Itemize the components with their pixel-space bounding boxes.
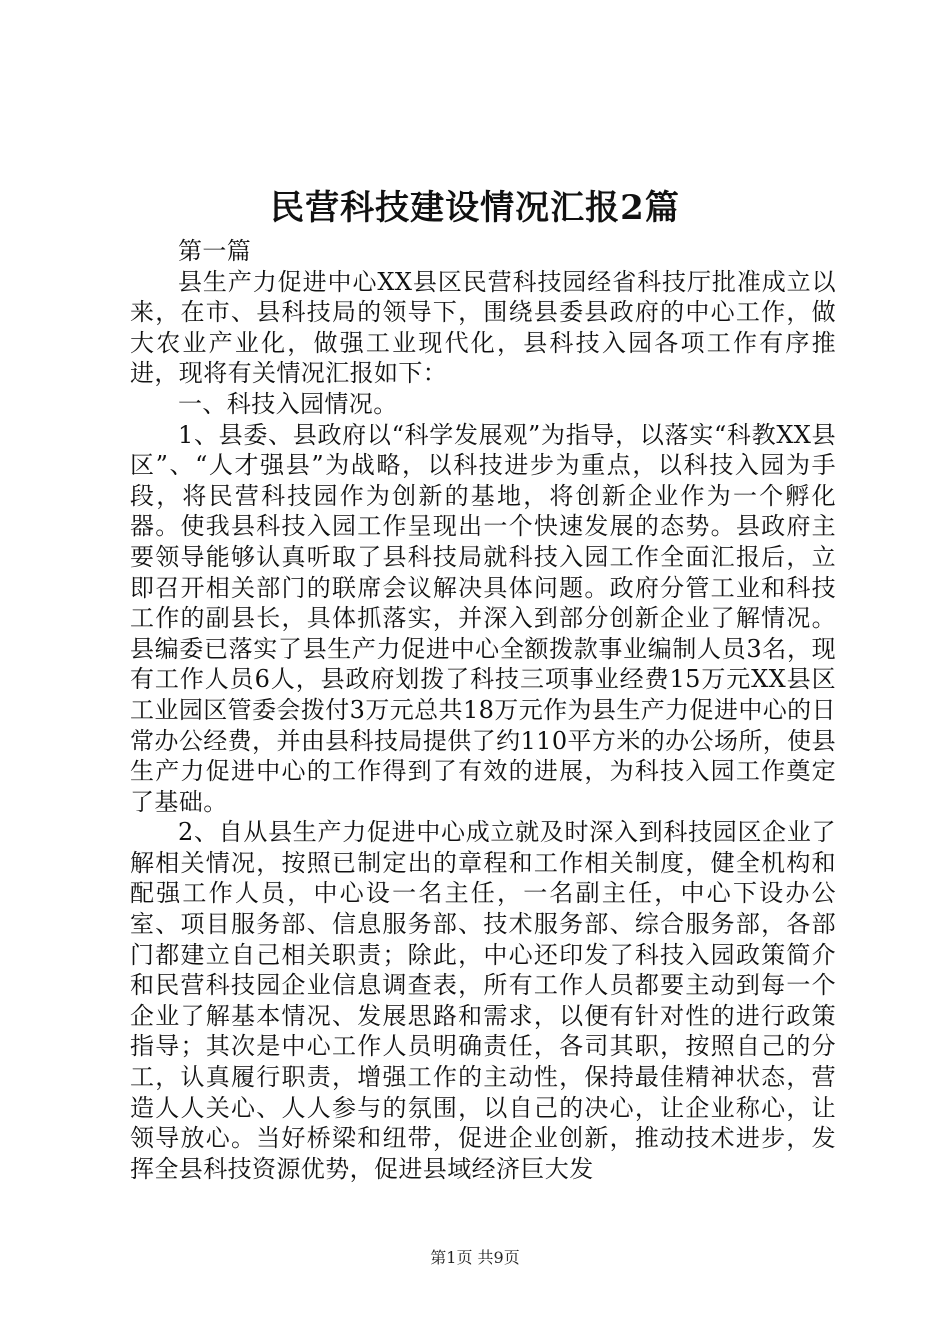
intro-paragraph: 县生产力促进中心XX县区民营科技园经省科技厅批准成立以来，在市、县科技局的领导下，围绕县委县政府的中心工作，做大农业产业化，做强工业现代化，县科技入园各项工作有序推进，现将有关情况汇报如下：: [130, 267, 836, 388]
section-heading-park-entry: 一、科技入园情况。: [178, 389, 398, 418]
section-heading-part-one: 第一篇: [178, 237, 252, 265]
body-paragraph-1: 1、县委、县政府以“科学发展观”为指导，以落实“科教XX县区”、“人才强县”为战略，以科技进步为重点，以科技入园为手段，将民营科技园作为创新的基地，将创新企业作为一个孵化器。使我县科技入园工作呈现出一个快速发展的态势。县政府主要领导能够认真听取了县科技局就科技入园工作全面汇报后，立即召开相关部门的联席会议解决具体问题。政府分管工业和科技工作的副县长，具体抓落实，并深入到部分创新企业了解情况。县编委已落实了县生产力促进中心全额拨款事业编制人员3名，现有工作人员6人，县政府划拨了科技三项事业经费15万元XX县区工业园区管委会拨付3万元总共18万元作为县生产力促进中心的日常办公经费，并由县科技局提供了约110平方米的办公场所，使县生产力促进中心的工作得到了有效的进展，为科技入园工作奠定了基础。: [130, 420, 836, 816]
page-footer: 第1页 共9页: [430, 1248, 520, 1267]
document-title: 民营科技建设情况汇报2篇: [270, 188, 680, 228]
body-paragraph-2: 2、自从县生产力促进中心成立就及时深入到科技园区企业了解相关情况，按照已制定出的章程和工作相关制度，健全机构和配强工作人员，中心设一名主任，一名副主任，中心下设办公室、项目服务部、信息服务部、技术服务部、综合服务部，各部门都建立自己相关职责；除此，中心还印发了科技入园政策简介和民营科技园企业信息调查表，所有工作人员都要主动到每一个企业了解基本情况、发展思路和需求，以便有针对性的进行政策指导；其次是中心工作人员明确责任，各司其职，按照自己的分工，认真履行职责，增强工作的主动性，保持最佳精神状态，营造人人关心、人人参与的氛围，以自己的决心，让企业称心，让领导放心。当好桥梁和纽带，促进企业创新，推动技术进步，发挥全县科技资源优势，促进县域经济巨大发: [130, 818, 836, 1183]
document-body: [130, 236, 836, 1184]
